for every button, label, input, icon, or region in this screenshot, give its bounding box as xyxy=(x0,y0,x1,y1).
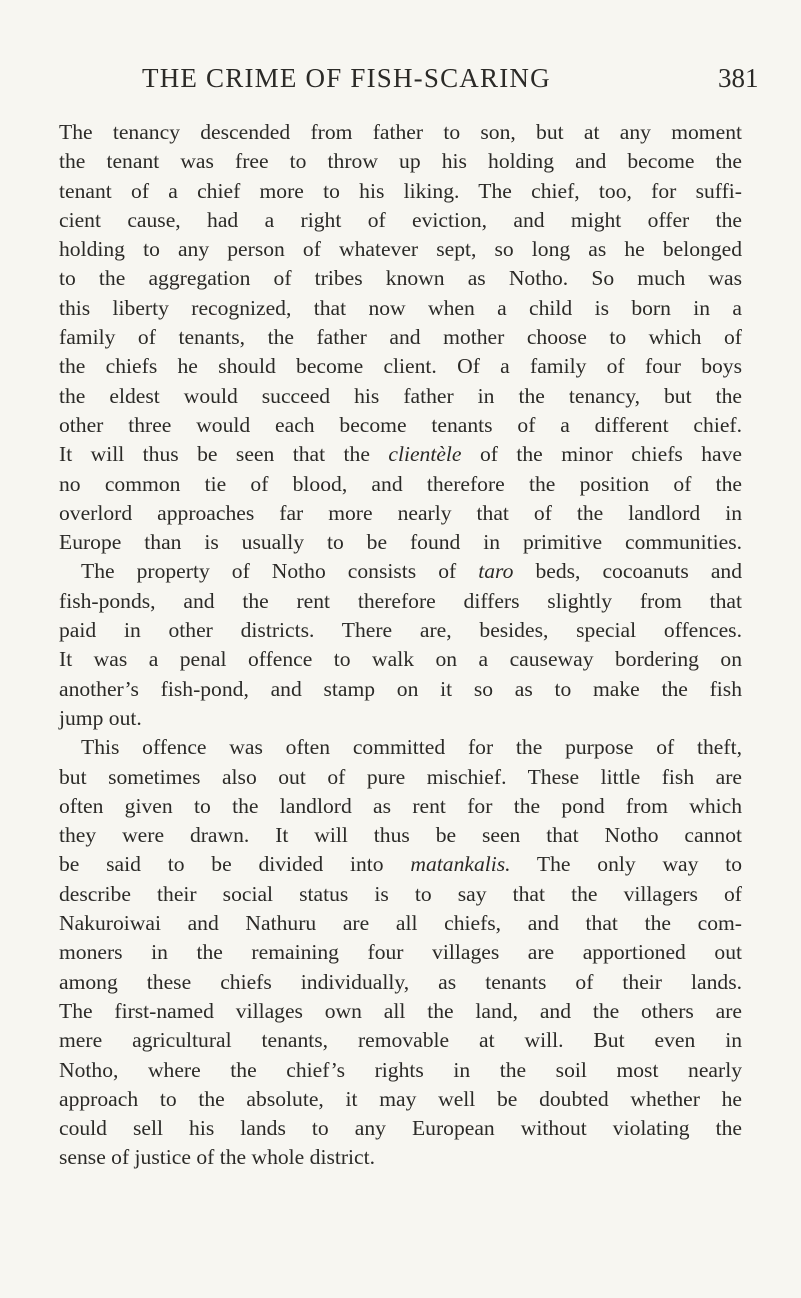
text-line: other three would each become tenants of a different chief. xyxy=(59,412,742,437)
text-line: Notho, where the chief’s rights in the soil most nearly xyxy=(59,1057,742,1082)
text-line: sense of justice of the whole district. xyxy=(59,1145,376,1170)
text-line: holding to any person of whatever sept, so long as he belonged xyxy=(59,237,742,262)
body-text xyxy=(59,118,742,1173)
text-line: cient cause, had a right of eviction, and might offer the xyxy=(59,207,742,232)
text-line: to the aggregation of tribes known as Notho. So much was xyxy=(59,266,742,291)
italic-term: matankalis. xyxy=(410,852,511,877)
text-line: approach to the absolute, it may well be doubted whether he xyxy=(59,1086,742,1111)
page-header xyxy=(0,58,801,98)
text-segment: beds, cocoanuts and xyxy=(513,559,742,584)
text-line: jump out. xyxy=(59,705,142,730)
text-segment: It will thus be seen that the xyxy=(59,442,389,467)
text-line: but sometimes also out of pure mischief. These little fish are xyxy=(59,764,742,789)
text-line: they were drawn. It will thus be seen that Notho cannot xyxy=(59,823,742,848)
text-line: mere agricultural tenants, removable at will. But even in xyxy=(59,1028,742,1053)
text-line: the eldest would succeed his father in the tenancy, but the xyxy=(59,383,742,408)
text-line: The first-named villages own all the land, and the others are xyxy=(59,998,742,1023)
running-head: THE CRIME OF FISH-SCARING xyxy=(142,63,551,93)
text-line: no common tie of blood, and therefore the position of the xyxy=(59,471,742,496)
text-segment: be said to be divided into xyxy=(59,852,411,877)
text-line: moners in the remaining four villages are apportioned out xyxy=(59,940,742,965)
text-line: paid in other districts. There are, besides, special offences. xyxy=(59,618,742,643)
text-line: tenant of a chief more to his liking. The chief, too, for suffi- xyxy=(59,178,742,203)
text-line: Nakuroiwai and Nathuru are all chiefs, and that the com- xyxy=(59,911,742,936)
text-line: It was a penal offence to walk on a causeway bordering on xyxy=(59,647,742,672)
text-line: This offence was often committed for the purpose of theft, xyxy=(81,735,742,760)
text-segment: The property of Notho consists of xyxy=(81,559,479,584)
text-line: the tenant was free to throw up his holding and become the xyxy=(59,149,742,174)
page-number: 381 xyxy=(718,63,759,93)
italic-term: clientèle xyxy=(388,442,462,467)
text-line xyxy=(59,850,742,879)
text-segment: The only way to xyxy=(510,852,742,877)
text-segment: of the minor chiefs have xyxy=(461,442,742,467)
text-line: often given to the landlord as rent for the pond from which xyxy=(59,793,742,818)
text-line: describe their social status is to say that the villagers of xyxy=(59,881,742,906)
text-line: Europe than is usually to be found in primitive communities. xyxy=(59,530,742,555)
text-line: overlord approaches far more nearly that of the landlord in xyxy=(59,500,742,525)
text-line xyxy=(59,440,742,469)
text-line: fish-ponds, and the rent therefore differs slightly from that xyxy=(59,588,742,613)
text-line: the chiefs he should become client. Of a family of four boys xyxy=(59,354,742,379)
text-line xyxy=(59,557,742,586)
text-line: The tenancy descended from father to son, but at any moment xyxy=(59,120,742,144)
text-line: another’s fish-pond, and stamp on it so as to make the fish xyxy=(59,676,742,701)
text-line: family of tenants, the father and mother choose to which of xyxy=(59,325,742,350)
text-line: this liberty recognized, that now when a child is born in a xyxy=(59,295,742,320)
italic-term: taro xyxy=(478,559,514,584)
text-line: could sell his lands to any European without violating the xyxy=(59,1116,742,1141)
text-line: among these chiefs individually, as tenants of their lands. xyxy=(59,969,742,994)
